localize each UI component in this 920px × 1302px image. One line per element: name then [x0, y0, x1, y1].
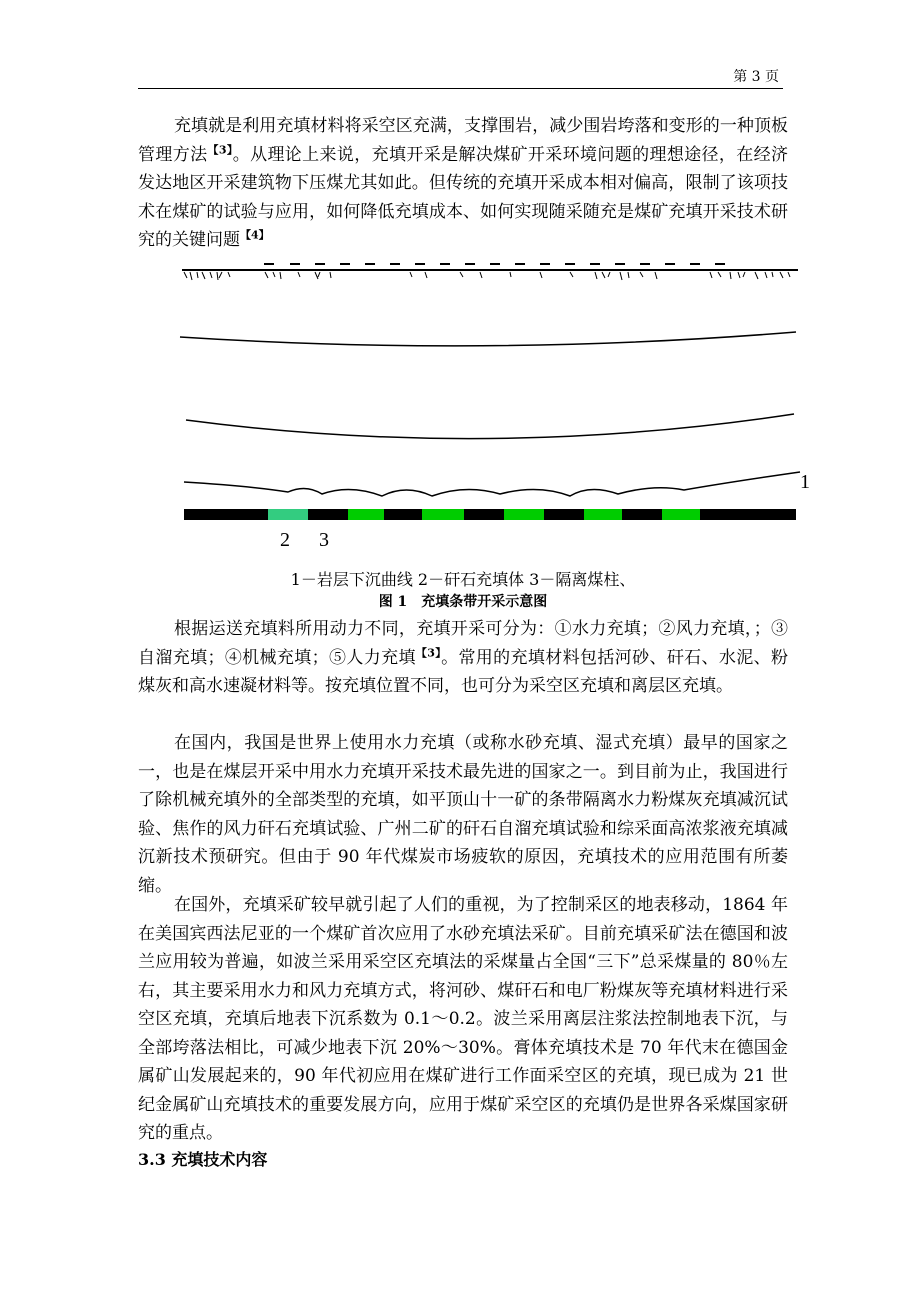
citation-3: 【3】: [207, 142, 233, 156]
coal-pillar: [622, 509, 662, 520]
coal-pillar: [544, 509, 584, 520]
para2-text: 根据运送充填料所用动力不同，充填开采可分为：①水力充填；②风力充填，；③自溜充填；④机械充填；⑤人力充填: [138, 619, 788, 668]
coal-pillar: [700, 509, 796, 520]
paragraph-foreign-status: 在国外，充填采矿较早就引起了人们的重视，为了控制采区的地表移动，1864 年在美国宾西法尼亚的一个煤矿首次应用了水砂充填法采矿。目前充填采矿法在德国和波兰应用较为普遍，如波兰采用采空区充填法的采煤量占全国“三下”总采煤量的 80％左右，其主要采用水力和风力充填方式，将河砂、煤矸石和电厂粉煤灰等充填材料进行采空区充填，充填后地表下沉系数为 0.1～0.2。波兰采用离层注浆法控制地表下沉，与全部垮落法相比，可减少地表下沉 20%～30%。膏体充填技术是 70 年代末在德国金属矿山发展起来的，90 年代初应用在煤矿进行工作面采空区的充填，现已成为 21 世纪金属矿山充填技术的重要发展方向，应用于煤矿采空区的充填仍是世界各采煤国家研究的重点。: [138, 895, 788, 1143]
citation-4: 【4】: [240, 228, 270, 242]
figure-caption: 图 1 充填条带开采示意图: [378, 594, 548, 610]
gangue-fill-body: [348, 509, 384, 520]
para1-text-continued: 。从理论上来说，充填开采是解决煤矿开采环境问题的理想途径，在经济发达地区开采建筑物下压煤尤其如此。但传统的充填开采成本相对偏高，限制了该项技术在煤矿的试验与应用，如何降低充填成本、如何实现随采随充是煤矿充填开采技术研究的关键问题: [138, 144, 789, 250]
gangue-fill-body: [662, 509, 700, 520]
page-number: 第 3 页: [733, 69, 779, 85]
subsidence-curve-middle: [186, 414, 794, 439]
coal-seam-strip: [184, 509, 796, 520]
page-header: [138, 62, 783, 89]
coal-pillar: [384, 509, 422, 520]
figure-legend: 1－岩层下沉曲线 2－矸石充填体 3－隔离煤柱、: [290, 570, 636, 589]
label-3: 3: [319, 529, 329, 551]
para1-text: 充填就是利用充填材料将采空区充满，支撑围岩，减少围岩垮落和变形的一种顶板管理方法: [138, 116, 788, 165]
paragraph-filling-definition: [138, 112, 788, 255]
citation-3: 【3】: [415, 645, 442, 659]
gangue-fill-body: [584, 509, 622, 520]
gangue-fill-body: [268, 509, 308, 520]
para2-text-continued: 。常用的充填材料包括河砂、矸石、水泥、粉煤灰和高水速凝材料等。按充填位置不同，也可分为采空区充填和离层区充填。: [138, 647, 788, 696]
paragraph-filling-types: [138, 615, 788, 701]
subsidence-curve-upper: [180, 332, 796, 346]
section-heading: 3.3 充填技术内容: [138, 1150, 268, 1169]
subsidence-curve-wavy: [184, 472, 800, 496]
gangue-fill-body: [504, 509, 544, 520]
paragraph-domestic-status: 在国内，我国是世界上使用水力充填（或称水砂充填、湿式充填）最早的国家之一，也是在煤层开采中用水力充填开采技术最先进的国家之一。到目前为止，我国进行了除机械充填外的全部类型的充填，如平顶山十一矿的条带隔离水力粉煤灰充填减沉试验、焦作的风力矸石充填试验、广州二矿的矸石自溜充填试验和综采面高浓浆液充填减沉新技术预研究。但由于 90 年代煤炭市场疲软的原因，充填技术的应用范围有所萎缩。: [138, 733, 788, 896]
label-2: 2: [280, 529, 290, 551]
coal-pillar: [464, 509, 504, 520]
filling-strip-mining-diagram: [170, 262, 820, 562]
coal-pillar: [308, 509, 348, 520]
label-1: 1: [800, 471, 810, 493]
gangue-fill-body: [422, 509, 464, 520]
coal-pillar: [184, 509, 268, 520]
ground-hatching: [184, 272, 790, 280]
